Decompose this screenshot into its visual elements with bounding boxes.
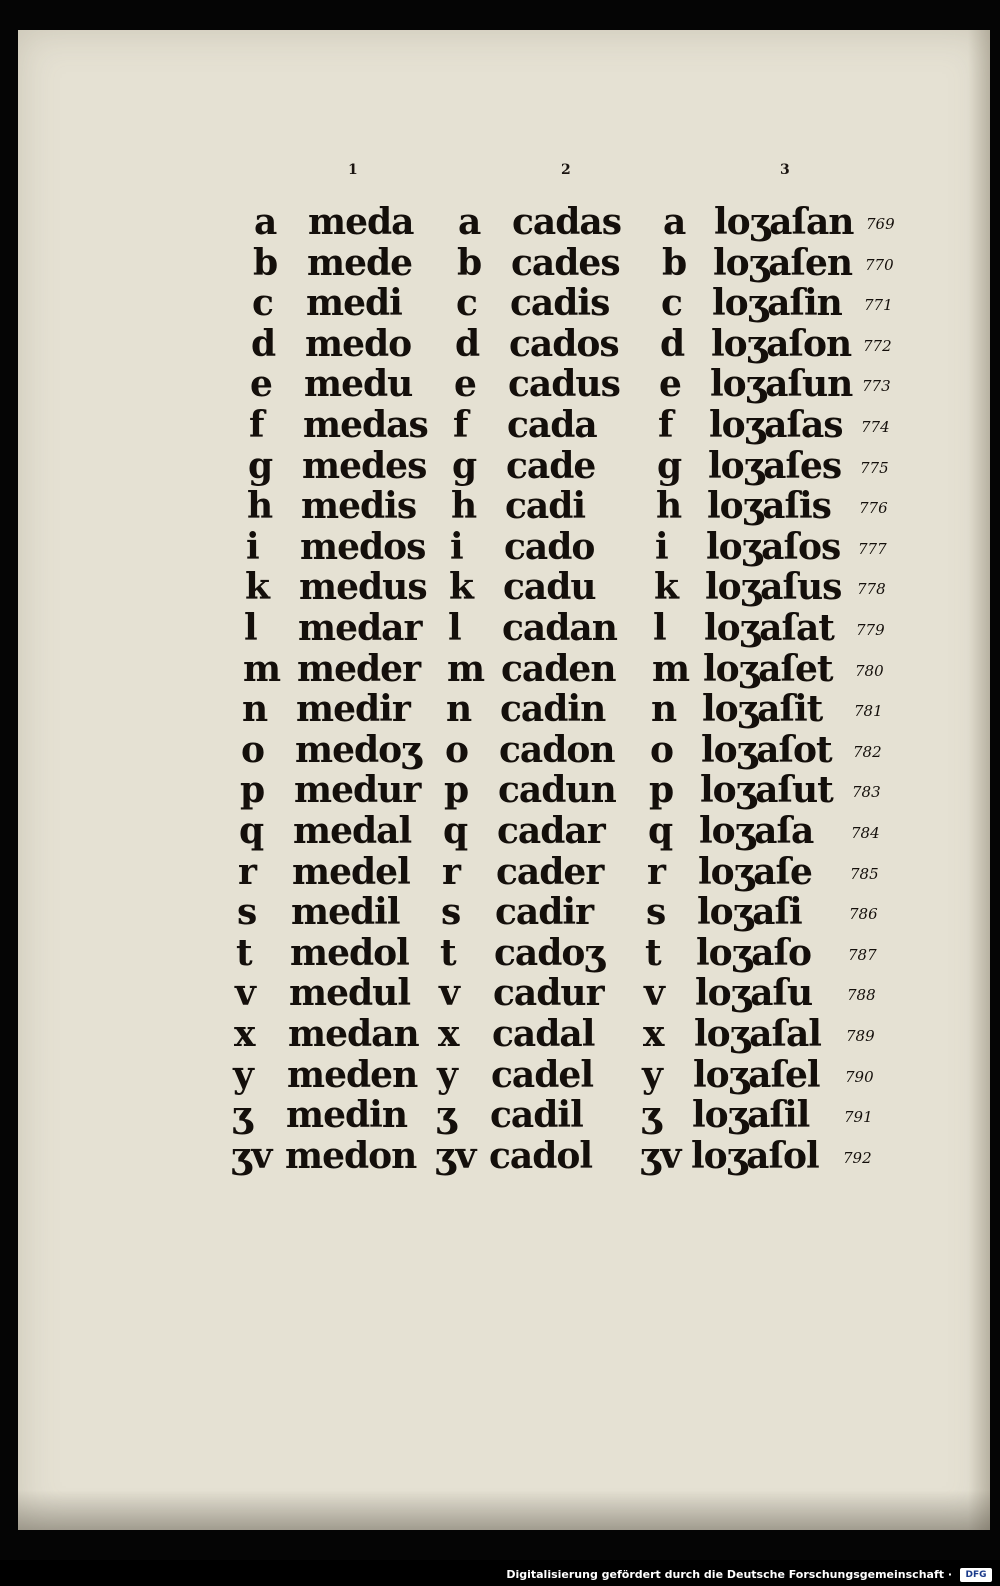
col2-word: cadas <box>512 201 622 243</box>
col3-letter: r <box>647 850 666 893</box>
col1-letter: k <box>245 566 270 609</box>
col3-word: loʒaſo <box>696 931 811 974</box>
col3-word: loʒaſe <box>698 850 812 893</box>
col2-letter: i <box>450 525 464 568</box>
col2-word: cades <box>511 241 620 284</box>
table-row <box>18 852 938 892</box>
line-number: 782 <box>853 742 882 761</box>
table-row <box>18 1095 938 1135</box>
table-row <box>18 202 938 242</box>
col1-word: medan <box>288 1013 419 1055</box>
col2-letter: ʒ <box>436 1094 457 1137</box>
col3-letter: o <box>650 728 675 771</box>
col2-letter: r <box>442 850 461 893</box>
line-number: 773 <box>862 377 891 396</box>
line-number: 784 <box>851 824 880 842</box>
col3-letter: c <box>661 282 683 325</box>
col3-word: loʒaſis <box>707 485 831 528</box>
line-number: 785 <box>850 864 879 883</box>
col3-letter: t <box>645 931 662 974</box>
table-row <box>18 243 938 283</box>
col3-letter: l <box>653 607 667 649</box>
col2-word: cadoʒ <box>494 931 604 974</box>
col2-letter: g <box>452 444 478 487</box>
col1-word: medu <box>304 363 413 406</box>
col1-letter: d <box>251 322 277 365</box>
line-number: 772 <box>863 336 892 355</box>
col2-word: cadil <box>490 1094 583 1137</box>
col2-word: cadol <box>489 1134 593 1177</box>
col3-word: loʒaſun <box>710 363 853 406</box>
col2-word: cadus <box>508 363 620 406</box>
col1-word: meden <box>287 1053 418 1096</box>
line-number: 781 <box>854 702 883 721</box>
col2-letter: x <box>438 1013 460 1055</box>
col1-letter: ʒ <box>232 1094 253 1137</box>
column-number-2: 2 <box>561 162 571 178</box>
col2-letter: f <box>453 404 469 446</box>
col3-word: loʒaſal <box>694 1013 821 1055</box>
col2-letter: h <box>451 485 478 528</box>
col1-letter: t <box>236 931 253 974</box>
col2-word: cadan <box>502 607 617 649</box>
col1-letter: f <box>249 404 265 446</box>
col1-letter: c <box>252 282 274 325</box>
col2-letter: d <box>455 322 481 365</box>
col3-letter: p <box>649 769 675 812</box>
col3-word: loʒaſut <box>700 769 833 812</box>
col3-word: loʒaſil <box>692 1094 810 1137</box>
col2-word: cader <box>496 850 604 893</box>
table-row <box>18 446 938 486</box>
col1-word: medas <box>303 404 428 446</box>
col1-letter: g <box>248 444 274 487</box>
col1-letter: e <box>250 363 273 406</box>
table-row <box>18 283 938 323</box>
line-number: 783 <box>852 783 881 802</box>
col2-word: cadel <box>491 1053 593 1096</box>
col2-letter: s <box>441 891 462 934</box>
col1-letter: x <box>234 1013 256 1055</box>
line-number: 778 <box>857 580 886 599</box>
col2-word: cade <box>506 444 596 487</box>
col1-letter: s <box>237 891 258 934</box>
col1-letter: a <box>254 201 278 243</box>
col1-word: medos <box>300 525 426 568</box>
table-row <box>18 608 938 648</box>
table-row <box>18 689 938 729</box>
line-number: 776 <box>859 499 888 518</box>
table-row <box>18 364 938 404</box>
line-number: 790 <box>845 1067 874 1086</box>
col2-letter: t <box>440 931 457 974</box>
col2-letter: p <box>444 769 470 812</box>
table-row <box>18 811 938 851</box>
col1-letter: h <box>247 485 274 528</box>
col3-letter: y <box>642 1053 663 1096</box>
col2-word: cadun <box>498 769 616 812</box>
col3-word: loʒaſas <box>709 404 843 446</box>
col3-word: loʒaſol <box>691 1134 819 1177</box>
col3-letter: g <box>657 444 683 487</box>
table-row <box>18 1136 938 1176</box>
line-number: 775 <box>860 458 889 477</box>
col1-word: medes <box>302 444 427 487</box>
table-row <box>18 973 938 1013</box>
col1-word: medon <box>285 1134 417 1177</box>
col2-letter: k <box>449 566 474 609</box>
col1-letter: b <box>253 241 279 284</box>
table-row <box>18 1055 938 1095</box>
line-number: 777 <box>858 539 887 558</box>
col3-letter: s <box>646 891 667 934</box>
col3-word: loʒaſus <box>705 566 842 609</box>
col2-letter: n <box>446 688 473 731</box>
table-row <box>18 770 938 810</box>
col3-word: loʒaſin <box>712 282 842 325</box>
col1-word: medar <box>298 607 422 649</box>
col1-letter: n <box>242 688 269 731</box>
col3-letter: m <box>652 647 691 690</box>
col2-letter: ʒv <box>435 1134 477 1177</box>
col3-letter: x <box>643 1013 665 1055</box>
col1-word: medil <box>291 891 400 934</box>
col2-letter: l <box>448 607 462 649</box>
col1-letter: r <box>238 850 257 893</box>
table-row <box>18 1014 938 1054</box>
col3-word: loʒaſet <box>703 647 833 690</box>
col3-word: loʒaſu <box>695 972 813 1015</box>
table-row <box>18 324 938 364</box>
col1-letter: v <box>235 972 256 1015</box>
col2-word: cada <box>507 404 597 446</box>
col1-word: medel <box>292 850 410 893</box>
col2-word: cadur <box>493 972 604 1015</box>
table-row <box>18 649 938 689</box>
column-number-3: 3 <box>780 162 790 178</box>
table-row <box>18 567 938 607</box>
col1-word: meda <box>308 201 414 243</box>
col1-word: medoʒ <box>295 728 421 771</box>
col3-word: loʒaſos <box>706 525 841 568</box>
col2-letter: c <box>456 282 478 325</box>
table-row <box>18 527 938 567</box>
col1-letter: l <box>244 607 258 649</box>
col3-word: loʒaſat <box>704 607 834 649</box>
line-number: 791 <box>844 1108 873 1127</box>
col2-letter: y <box>437 1053 458 1096</box>
col2-word: cadon <box>499 728 615 771</box>
col2-word: cadir <box>495 891 594 934</box>
table-row <box>18 730 938 770</box>
line-number: 787 <box>848 945 877 964</box>
col2-letter: e <box>454 363 477 406</box>
col3-word: loʒaſit <box>702 688 823 731</box>
col3-word: loʒaſot <box>701 728 832 771</box>
col2-word: cados <box>509 322 619 365</box>
line-number: 788 <box>847 986 876 1005</box>
col1-word: medir <box>296 688 410 731</box>
col1-letter: i <box>246 525 260 568</box>
col2-word: caden <box>501 647 616 690</box>
col1-word: medul <box>289 972 411 1015</box>
dfg-logo: DFG <box>960 1568 992 1582</box>
col3-letter: n <box>651 688 678 731</box>
col2-letter: m <box>447 647 486 690</box>
col2-letter: b <box>457 241 483 284</box>
col3-letter: k <box>654 566 679 609</box>
col3-letter: d <box>660 322 686 365</box>
col2-letter: a <box>458 201 482 243</box>
line-number: 786 <box>849 905 878 924</box>
col3-letter: e <box>659 363 682 406</box>
col3-word: loʒaſen <box>713 241 853 284</box>
col2-word: cadu <box>503 566 596 609</box>
col3-word: loʒaſon <box>711 322 852 365</box>
line-number: 774 <box>861 418 890 436</box>
table-row <box>18 892 938 932</box>
book-page <box>18 30 990 1530</box>
column-number-1: 1 <box>348 162 358 178</box>
col2-word: cado <box>504 525 595 568</box>
col2-word: cadis <box>510 282 610 325</box>
line-number: 771 <box>864 296 893 315</box>
col1-letter: o <box>241 728 266 771</box>
line-number: 789 <box>846 1027 875 1045</box>
col1-word: medur <box>294 769 421 812</box>
table-row <box>18 486 938 526</box>
col3-letter: ʒ <box>641 1094 662 1137</box>
col3-letter: q <box>648 810 674 852</box>
col1-word: medal <box>293 810 412 852</box>
table-row <box>18 405 938 445</box>
col1-word: mede <box>307 241 413 284</box>
col1-letter: p <box>240 769 266 812</box>
page-bottom-shadow <box>18 1490 990 1530</box>
col2-word: cadin <box>500 688 606 731</box>
col3-letter: f <box>658 404 674 446</box>
col1-word: medi <box>306 282 402 325</box>
col1-word: medis <box>301 485 417 528</box>
col1-word: medus <box>299 566 427 609</box>
line-number: 792 <box>843 1148 872 1167</box>
col2-letter: q <box>443 810 469 852</box>
col1-letter: q <box>239 810 265 852</box>
col3-letter: v <box>644 972 665 1015</box>
col2-letter: v <box>439 972 460 1015</box>
col3-letter: a <box>663 201 687 243</box>
col1-letter: ʒv <box>231 1134 273 1177</box>
col3-letter: b <box>662 241 688 284</box>
col1-letter: y <box>233 1053 254 1096</box>
col2-letter: o <box>445 728 470 771</box>
line-number: 769 <box>866 215 895 233</box>
line-number: 779 <box>856 621 885 639</box>
col3-word: loʒaſi <box>697 891 802 934</box>
col3-letter: h <box>656 485 683 528</box>
page-edge-shadow <box>968 30 990 1530</box>
col3-word: loʒaſes <box>708 444 842 487</box>
col2-word: cadal <box>492 1013 595 1055</box>
col1-word: medol <box>290 931 409 974</box>
col3-word: loʒaſel <box>693 1053 820 1096</box>
col1-word: medo <box>305 322 412 365</box>
line-number: 780 <box>855 661 884 680</box>
col1-letter: m <box>243 647 282 690</box>
col1-word: meder <box>297 647 421 690</box>
footer-credit: Digitalisierung gefördert durch die Deutsche Forschungsgemeinschaft · <box>506 1568 952 1581</box>
table-row <box>18 933 938 973</box>
col2-word: cadi <box>505 485 586 528</box>
col2-word: cadar <box>497 810 605 852</box>
col1-word: medin <box>286 1094 408 1137</box>
col3-word: loʒaſan <box>714 201 854 243</box>
footer-bar <box>0 1560 1000 1586</box>
line-number: 770 <box>865 255 894 274</box>
col3-word: loʒaſa <box>699 810 814 852</box>
col3-letter: i <box>655 525 669 568</box>
col3-letter: ʒv <box>640 1134 682 1177</box>
